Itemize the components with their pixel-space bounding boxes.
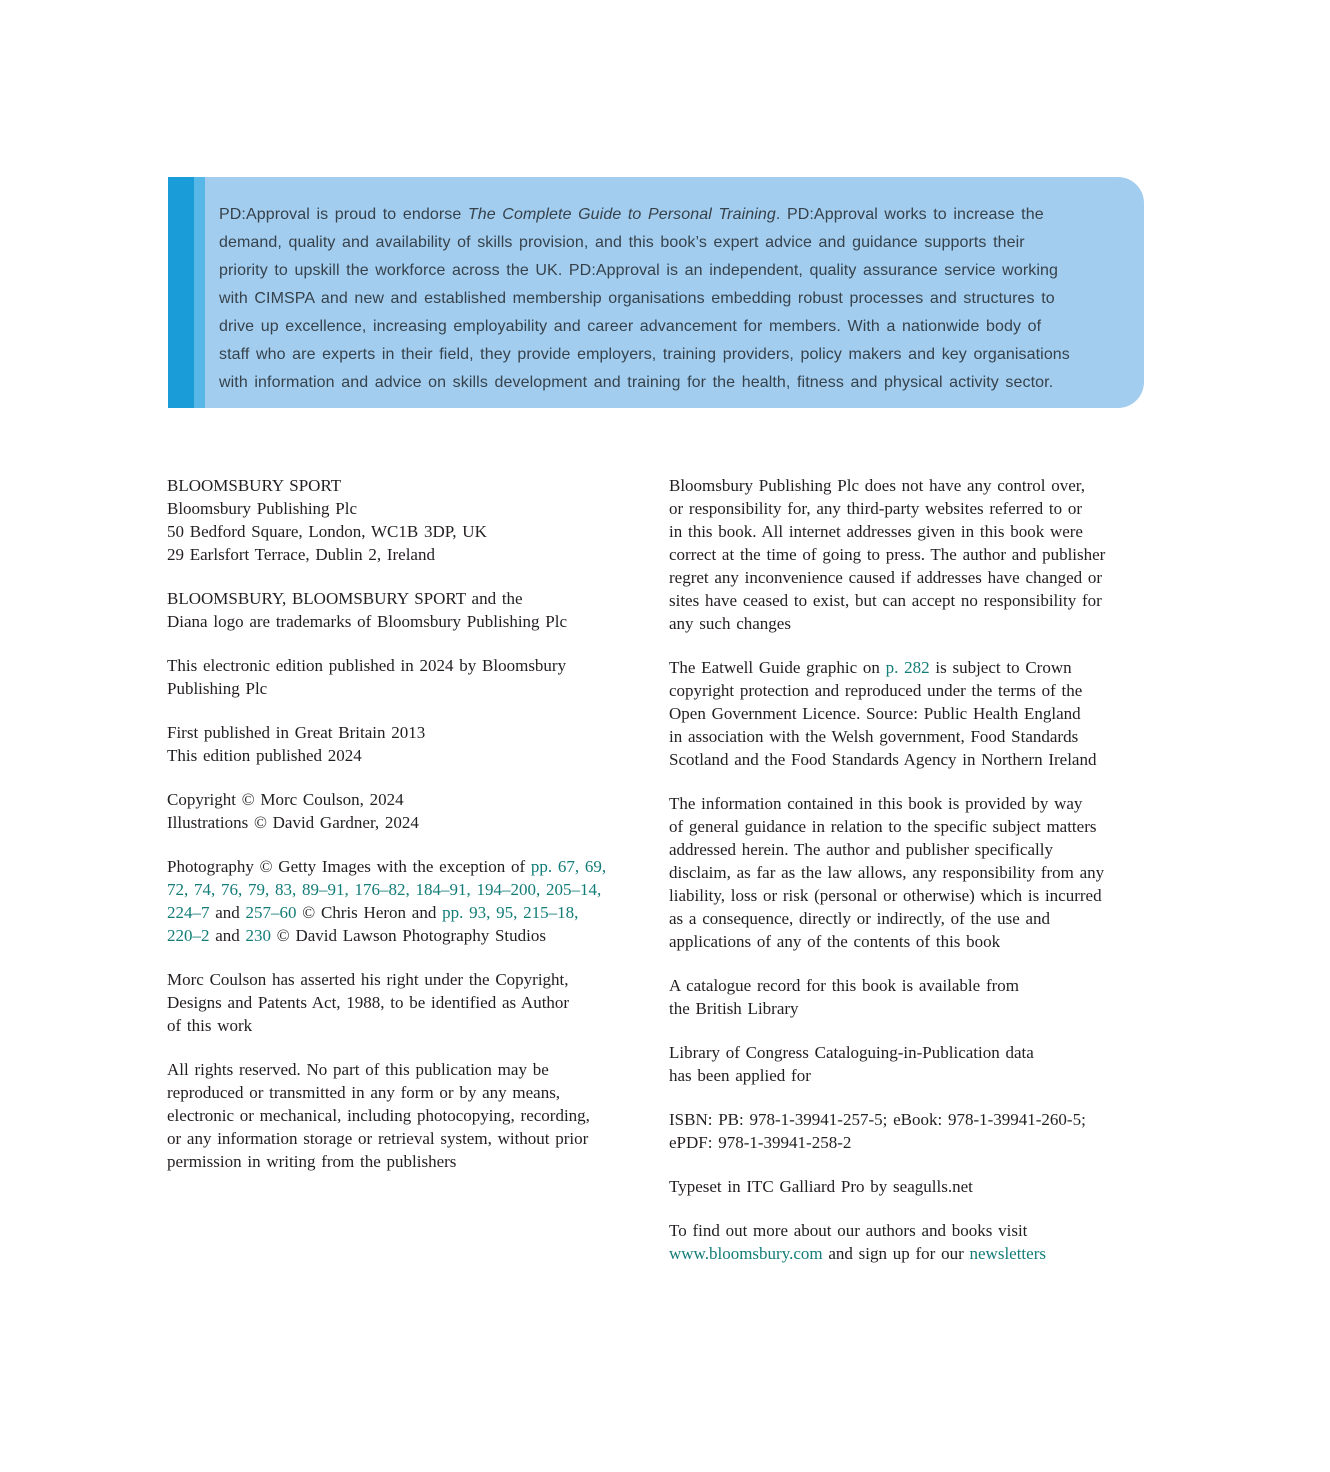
text-line	[167, 721, 653, 744]
text-line	[669, 520, 1155, 543]
text-line	[669, 1219, 1155, 1242]
text-line	[669, 907, 1155, 930]
text-line	[669, 474, 1155, 497]
paragraph-trademark-notice	[167, 587, 653, 633]
text-segment: priority to upskill the workforce across the UK. PD:Approval is an independent, quality assurance service working	[219, 262, 1059, 279]
text-segment: electronic or mechanical, including photocopying, recording,	[167, 1106, 590, 1125]
paragraph-typeset-credit	[669, 1175, 1155, 1198]
paragraph-publisher-address	[167, 474, 653, 566]
text-segment: the British Library	[669, 999, 799, 1018]
text-segment: 50 Bedford Square, London, WC1B 3DP, UK	[167, 522, 487, 541]
text-line	[219, 201, 1130, 229]
text-segment: 29 Earlsfort Terrace, Dublin 2, Ireland	[167, 545, 435, 564]
text-segment: or responsibility for, any third-party websites referred to or	[669, 499, 1083, 518]
text-line	[669, 974, 1155, 997]
text-line	[167, 654, 653, 677]
text-segment: Open Government Licence. Source: Public Health England	[669, 704, 1081, 723]
link[interactable]: 220–2	[167, 926, 210, 945]
text-segment: Bloomsbury Publishing Plc does not have any control over,	[669, 476, 1085, 495]
text-line	[669, 497, 1155, 520]
text-segment: Morc Coulson has asserted his right under the Copyright,	[167, 970, 569, 989]
text-line	[669, 861, 1155, 884]
link[interactable]: newsletters	[969, 1244, 1046, 1263]
text-line	[167, 497, 653, 520]
italic-text: The Complete Guide to Personal Training	[467, 206, 776, 223]
text-segment: staff who are experts in their field, they provide employers, training providers, policy makers and key organisations	[219, 346, 1070, 363]
link[interactable]: 230	[245, 926, 272, 945]
text-line	[167, 991, 653, 1014]
text-segment: reproduced or transmitted in any form or by any means,	[167, 1083, 561, 1102]
text-line	[669, 792, 1155, 815]
text-segment: Publishing Plc	[167, 679, 268, 698]
text-line	[167, 788, 653, 811]
text-line	[669, 930, 1155, 953]
text-segment: applications of any of the contents of this book	[669, 932, 1001, 951]
text-line	[167, 744, 653, 767]
paragraph-british-library-record	[669, 974, 1155, 1020]
text-segment: Photography © Getty Images with the exception of	[167, 857, 531, 876]
text-line	[167, 677, 653, 700]
link[interactable]: 224–7	[167, 903, 210, 922]
link[interactable]: pp. 67, 69,	[530, 857, 607, 876]
text-line	[669, 543, 1155, 566]
text-segment: Scotland and the Food Standards Agency in Northern Ireland	[669, 750, 1097, 769]
text-line	[167, 1150, 653, 1173]
text-line	[167, 474, 653, 497]
text-line	[167, 1058, 653, 1081]
accent-stripe-light	[194, 177, 205, 408]
text-line	[669, 815, 1155, 838]
text-segment: liability, loss or risk (personal or otherwise) which is incurred	[669, 886, 1102, 905]
link[interactable]: p. 282	[885, 658, 930, 677]
text-segment: The information contained in this book is provided by way	[669, 794, 1083, 813]
text-segment: Copyright © Morc Coulson, 2024	[167, 790, 404, 809]
text-segment: Bloomsbury Publishing Plc	[167, 499, 358, 518]
text-segment: This electronic edition published in 2024 by Bloomsbury	[167, 656, 567, 675]
paragraph-author-assertion	[167, 968, 653, 1037]
link[interactable]: 257–60	[245, 903, 297, 922]
text-line	[219, 257, 1130, 285]
text-line	[167, 878, 653, 901]
text-line	[167, 1127, 653, 1150]
text-line	[167, 1104, 653, 1127]
text-segment: A catalogue record for this book is available from	[669, 976, 1019, 995]
link[interactable]: www.bloomsbury.com	[669, 1244, 823, 1263]
text-line	[219, 341, 1130, 369]
text-segment: ISBN: PB: 978-1-39941-257-5; eBook: 978-1-39941-260-5;	[669, 1110, 1086, 1129]
text-segment: has been applied for	[669, 1066, 811, 1085]
text-segment: in this book. All internet addresses given in this book were	[669, 522, 1083, 541]
text-line	[167, 924, 653, 947]
text-line	[669, 1131, 1155, 1154]
link[interactable]: pp. 93, 95, 215–18,	[442, 903, 579, 922]
endorsement-text	[205, 177, 1144, 408]
paragraph-website-promo	[669, 1219, 1155, 1265]
text-segment: correct at the time of going to press. The author and publisher	[669, 545, 1106, 564]
text-line	[167, 543, 653, 566]
paragraph-liability-disclaimer	[669, 792, 1155, 953]
text-segment: Typeset in ITC Galliard Pro by seagulls.net	[669, 1177, 973, 1196]
text-line	[669, 884, 1155, 907]
paragraph-photography-credits	[167, 855, 653, 947]
paragraph-library-of-congress	[669, 1041, 1155, 1087]
text-line	[219, 285, 1130, 313]
link[interactable]: 72, 74, 76, 79, 83, 89–91, 176–82, 184–91, 194–200, 205–14,	[167, 880, 602, 899]
text-segment: demand, quality and availability of skills provision, and this book’s expert advice and guidance supports their	[219, 234, 1025, 251]
text-segment: All rights reserved. No part of this publication may be	[167, 1060, 549, 1079]
text-segment: with information and advice on skills development and training for the health, fitness and physical activity sector.	[219, 374, 1054, 391]
text-segment: BLOOMSBURY, BLOOMSBURY SPORT and the	[167, 589, 523, 608]
text-segment: disclaim, as far as the law allows, any responsibility from any	[669, 863, 1105, 882]
paragraph-isbn-numbers	[669, 1108, 1155, 1154]
text-line	[669, 656, 1155, 679]
imprint-right-column	[669, 474, 1155, 1265]
text-segment: as a consequence, directly or indirectly, of the use and	[669, 909, 1051, 928]
text-segment: addressed herein. The author and publisher specifically	[669, 840, 1053, 859]
text-line	[669, 1041, 1155, 1064]
text-line	[669, 566, 1155, 589]
text-segment: of general guidance in relation to the specific subject matters	[669, 817, 1097, 836]
text-segment: Designs and Patents Act, 1988, to be identified as Author	[167, 993, 570, 1012]
text-segment: drive up excellence, increasing employability and career advancement for members. With a nationwide body of	[219, 318, 1042, 335]
text-line	[669, 612, 1155, 635]
text-line	[167, 968, 653, 991]
text-segment: Library of Congress Cataloguing-in-Publication data	[669, 1043, 1034, 1062]
text-segment: any such changes	[669, 614, 791, 633]
text-segment: is subject to Crown	[929, 658, 1072, 677]
imprint-left-column	[167, 474, 653, 1173]
text-line	[167, 901, 653, 924]
text-segment: . PD:Approval works to increase the	[775, 206, 1044, 223]
text-line	[219, 369, 1130, 397]
text-line	[167, 587, 653, 610]
text-segment: in association with the Welsh government, Food Standards	[669, 727, 1079, 746]
text-line	[669, 997, 1155, 1020]
text-line	[167, 520, 653, 543]
text-segment: or any information storage or retrieval system, without prior	[167, 1129, 589, 1148]
text-line	[669, 589, 1155, 612]
text-line	[669, 725, 1155, 748]
text-segment: regret any inconvenience caused if addresses have changed or	[669, 568, 1103, 587]
text-line	[669, 1108, 1155, 1131]
text-segment: This edition published 2024	[167, 746, 362, 765]
text-segment: © Chris Heron and	[296, 903, 443, 922]
text-line	[219, 313, 1130, 341]
endorsement-box	[168, 177, 1144, 408]
text-segment: with CIMSPA and new and established membership organisations embedding robust processes and structures to	[219, 290, 1055, 307]
text-line	[669, 1064, 1155, 1087]
text-line	[167, 811, 653, 834]
text-segment: To find out more about our authors and books visit	[669, 1221, 1028, 1240]
paragraph-all-rights-reserved	[167, 1058, 653, 1173]
text-line	[669, 1175, 1155, 1198]
text-line	[669, 1242, 1155, 1265]
text-line	[669, 838, 1155, 861]
text-segment: Diana logo are trademarks of Bloomsbury Publishing Plc	[167, 612, 568, 631]
text-line	[167, 1014, 653, 1037]
paragraph-websites-disclaimer	[669, 474, 1155, 635]
text-line	[669, 748, 1155, 771]
text-segment: permission in writing from the publishers	[167, 1152, 457, 1171]
text-segment: © David Lawson Photography Studios	[271, 926, 546, 945]
text-segment: First published in Great Britain 2013	[167, 723, 426, 742]
text-segment: copyright protection and reproduced under the terms of the	[669, 681, 1083, 700]
text-segment: sites have ceased to exist, but can accept no responsibility for	[669, 591, 1102, 610]
text-line	[167, 855, 653, 878]
paragraph-electronic-edition-notice	[167, 654, 653, 700]
text-segment: The Eatwell Guide graphic on	[669, 658, 886, 677]
text-line	[167, 610, 653, 633]
text-segment: BLOOMSBURY SPORT	[167, 476, 342, 495]
text-segment: PD:Approval is proud to endorse	[219, 206, 468, 223]
paragraph-publication-history	[167, 721, 653, 767]
paragraph-eatwell-guide-notice	[669, 656, 1155, 771]
text-line	[669, 679, 1155, 702]
text-line	[669, 702, 1155, 725]
text-segment: of this work	[167, 1016, 253, 1035]
text-segment: ePDF: 978-1-39941-258-2	[669, 1133, 852, 1152]
text-segment: Illustrations © David Gardner, 2024	[167, 813, 419, 832]
text-segment: and	[209, 903, 246, 922]
text-segment: and	[209, 926, 246, 945]
paragraph-copyright-notice	[167, 788, 653, 834]
text-line	[167, 1081, 653, 1104]
text-line	[219, 229, 1130, 257]
text-segment: and sign up for our	[822, 1244, 970, 1263]
accent-stripe-dark	[168, 177, 194, 408]
